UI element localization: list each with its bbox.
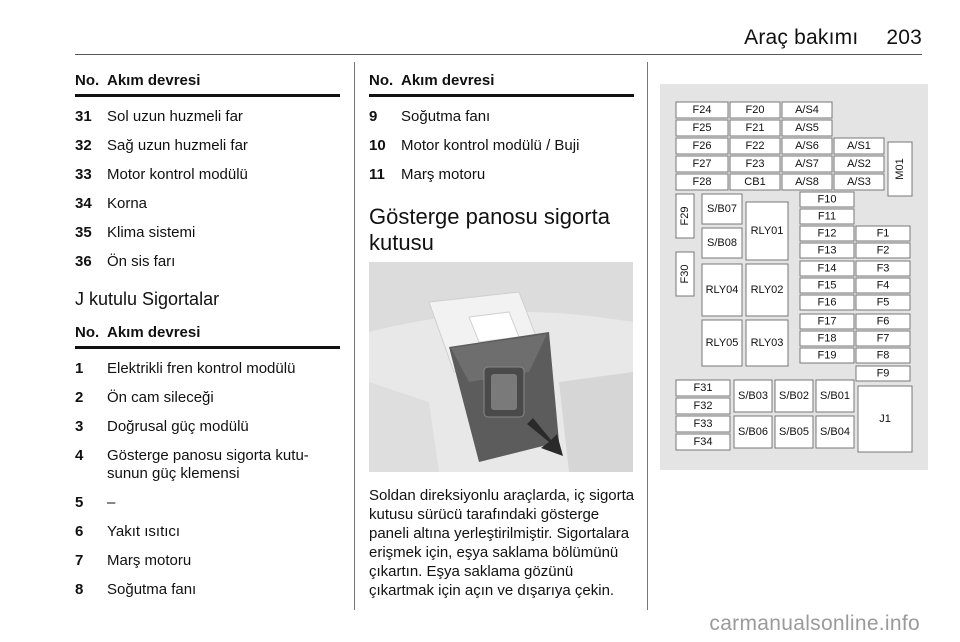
fuse-as2: A/S2 <box>847 158 871 170</box>
fuse-f20: F20 <box>745 104 765 116</box>
circuit-desc: Sol uzun huzmeli far <box>107 108 243 125</box>
circuit-desc: Ön sis farı <box>107 253 176 270</box>
circuit-desc: – <box>107 494 116 511</box>
fuse-table-header <box>75 324 340 349</box>
circuit-desc: Korna <box>107 195 148 212</box>
circuit-desc: Soğutma fanı <box>107 581 197 598</box>
fuse-f24: F24 <box>692 104 712 116</box>
fuse-as8: A/S8 <box>795 176 819 188</box>
fuse-layout-svg <box>660 84 928 470</box>
watermark-text: carmanualsonline.info <box>709 612 920 635</box>
fuse-f1: F1 <box>876 227 890 240</box>
section-title: Araç bakımı <box>744 26 859 49</box>
fuse-f5: F5 <box>876 296 890 309</box>
fuse-box-diagram <box>660 84 928 470</box>
table-row <box>75 552 340 570</box>
fuse-f18: F18 <box>817 332 837 345</box>
fuse-f13: F13 <box>817 244 837 257</box>
fuse-f34: F34 <box>693 436 713 448</box>
table-row <box>369 108 634 126</box>
table-row <box>75 137 340 155</box>
col-desc-header: Akım devresi <box>107 72 201 89</box>
fuse-f33: F33 <box>693 418 713 430</box>
table-row <box>75 166 340 184</box>
circuit-desc: Gösterge panosu sigorta kutu- sunun güç klemensi <box>107 447 309 482</box>
fuse-f19: F19 <box>817 349 837 362</box>
relay-rly01: RLY01 <box>750 225 784 237</box>
circuit-desc: Ön cam sileceği <box>107 389 214 406</box>
fuse-number: 11 <box>369 166 385 183</box>
table-row <box>75 360 340 378</box>
fuse-sb02: S/B02 <box>779 390 809 402</box>
circuit-desc: Marş motoru <box>401 166 486 183</box>
table-row <box>369 137 634 155</box>
header-rule <box>75 54 922 55</box>
fuse-number: 32 <box>75 137 92 154</box>
fuse-f7: F7 <box>876 332 890 345</box>
fuse-as4: A/S4 <box>795 104 819 116</box>
fuse-f32: F32 <box>693 400 713 412</box>
fuse-table-header <box>75 72 340 97</box>
column-divider-right <box>647 62 648 610</box>
fuse-f25: F25 <box>692 122 712 134</box>
section-heading-j-box: J kutulu Sigortalar <box>75 289 220 309</box>
fuse-number: 34 <box>75 195 92 212</box>
table-row <box>75 195 340 213</box>
fuse-f29: F29 <box>679 206 691 226</box>
circuit-desc: Soğutma fanı <box>401 108 491 125</box>
fuse-f15: F15 <box>817 279 837 292</box>
fuse-sb04: S/B04 <box>820 426 850 438</box>
fuse-f30: F30 <box>679 264 691 284</box>
fuse-f23: F23 <box>745 158 765 170</box>
fuse-number: 6 <box>75 523 84 540</box>
fuse-as7: A/S7 <box>795 158 819 170</box>
table-row <box>75 447 340 483</box>
circuit-desc: Sağ uzun huzmeli far <box>107 137 248 154</box>
fuse-f31: F31 <box>693 382 713 394</box>
fuse-f28: F28 <box>692 176 712 188</box>
col-no-header: No. <box>75 72 100 89</box>
fuse-f4: F4 <box>876 279 890 292</box>
fuse-number: 4 <box>75 447 84 464</box>
table-row <box>75 224 340 242</box>
fuse-sb01: S/B01 <box>820 390 850 402</box>
circuit-desc: Elektrikli fren kontrol modülü <box>107 360 296 377</box>
fuse-number: 3 <box>75 418 84 435</box>
relay-rly04: RLY04 <box>705 284 739 296</box>
fuse-as3: A/S3 <box>847 176 871 188</box>
glovebox-illustration <box>369 262 633 472</box>
circuit-desc: Doğrusal güç modülü <box>107 418 249 435</box>
fuse-number: 7 <box>75 552 84 569</box>
fuse-m01: M01 <box>894 158 906 180</box>
col-desc-header: Akım devresi <box>107 324 201 341</box>
fuse-f21: F21 <box>745 122 765 134</box>
fuse-sb06: S/B06 <box>738 426 768 438</box>
fuse-f14: F14 <box>817 262 837 275</box>
fuse-cb1: CB1 <box>744 176 766 188</box>
fuse-f9: F9 <box>876 367 890 380</box>
page-number: 203 <box>886 26 922 49</box>
section-heading-instrument-panel: Gösterge panosu sigorta kutusu <box>369 204 610 255</box>
fuse-f17: F17 <box>817 315 837 328</box>
fuse-f2: F2 <box>876 244 890 257</box>
fuse-f10: F10 <box>817 193 837 206</box>
page-header <box>716 26 922 50</box>
circuit-desc: Yakıt ısıtıcı <box>107 523 181 540</box>
fuse-sb07: S/B07 <box>707 203 737 215</box>
fuse-f11: F11 <box>817 210 837 223</box>
fuse-as1: A/S1 <box>847 140 871 152</box>
fuse-f6: F6 <box>876 315 890 328</box>
circuit-desc: Klima sistemi <box>107 224 196 241</box>
fuse-f27: F27 <box>692 158 712 170</box>
fuse-number: 33 <box>75 166 92 183</box>
fuse-number: 5 <box>75 494 84 511</box>
fuse-table-header <box>369 72 634 97</box>
fuse-box-location-photo <box>369 262 633 472</box>
relay-rly05: RLY05 <box>705 337 739 349</box>
middle-column <box>369 72 634 256</box>
fuse-f16: F16 <box>817 296 837 309</box>
fuse-f3: F3 <box>876 262 890 275</box>
left-column <box>75 72 340 599</box>
col-desc-header: Akım devresi <box>401 72 495 89</box>
relay-rly02: RLY02 <box>750 284 784 296</box>
fuse-number: 35 <box>75 224 92 241</box>
fuse-sb08: S/B08 <box>707 237 737 249</box>
fuse-number: 31 <box>75 108 92 125</box>
relay-rly03: RLY03 <box>750 337 784 349</box>
table-row <box>75 108 340 126</box>
fuse-number: 36 <box>75 253 92 270</box>
fuse-number: 9 <box>369 108 378 125</box>
circuit-desc: Motor kontrol modülü / Buji <box>401 137 580 154</box>
fuse-number: 1 <box>75 360 84 377</box>
circuit-desc: Motor kontrol modülü <box>107 166 248 183</box>
table-row <box>75 494 340 512</box>
column-divider-left <box>354 62 355 610</box>
fuse-f12: F12 <box>817 227 837 240</box>
fuse-f26: F26 <box>692 140 712 152</box>
fuse-as5: A/S5 <box>795 122 819 134</box>
table-row <box>75 253 340 271</box>
col-no-header: No. <box>369 72 394 89</box>
fuse-number: 10 <box>369 137 386 154</box>
fuse-f8: F8 <box>876 349 890 362</box>
table-row <box>75 523 340 541</box>
table-row <box>75 418 340 436</box>
circuit-desc: Marş motoru <box>107 552 192 569</box>
fuse-number: 2 <box>75 389 84 406</box>
fuse-sb03: S/B03 <box>738 390 768 402</box>
fuse-f22: F22 <box>745 140 765 152</box>
fuse-number: 8 <box>75 581 84 598</box>
table-row <box>75 389 340 407</box>
fuse-sb05: S/B05 <box>779 426 809 438</box>
fuse-as6: A/S6 <box>795 140 819 152</box>
table-row <box>369 166 634 184</box>
access-instructions: Soldan direksiyonlu araçlarda, iç sigorta kutusu sürücü tarafındaki gösterge paneli altına yerleştirilmiştir. Sigortalara erişmek için, eşya saklama bölümünü çıkartın. Eşya saklama gözünü çıkartmak için açın ve dışarıya çekin. <box>369 487 635 599</box>
col-no-header: No. <box>75 324 100 341</box>
table-row <box>75 581 340 599</box>
fuse-j1: J1 <box>879 413 891 425</box>
